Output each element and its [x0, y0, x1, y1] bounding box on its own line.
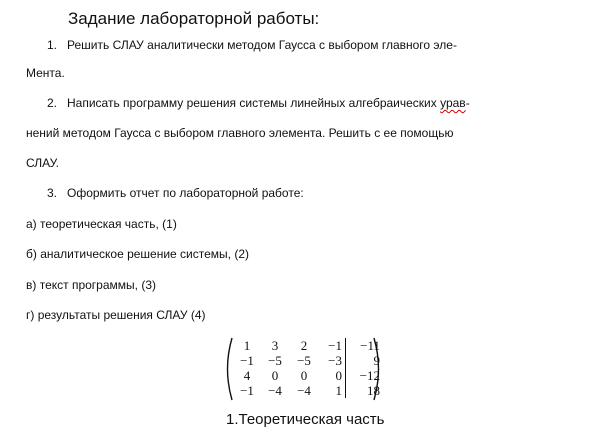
matrix-cell: 2	[300, 338, 308, 353]
matrix-cell: −5	[268, 353, 282, 368]
spellcheck-flagged-word[interactable]: урав	[440, 96, 466, 110]
list-item-3-number: 3.	[47, 186, 58, 200]
matrix-cell: 1	[243, 338, 251, 353]
matrix-rhs-cell: 9	[346, 353, 385, 368]
matrix-cell: 1	[335, 383, 342, 398]
matrix-cell: 3	[271, 338, 279, 353]
list-item-1	[47, 37, 457, 53]
matrix-cell: 0	[271, 368, 279, 383]
list-item-1-text: Решить СЛАУ аналитически методом Гаусса с выбором главного эле-	[67, 38, 457, 52]
list-item-2-number: 2.	[47, 96, 58, 110]
list-item-1-continuation: Мента.	[26, 66, 65, 80]
matrix-cell: −1	[240, 383, 254, 398]
list-item-2-text-b: -	[465, 96, 470, 110]
left-parenthesis	[228, 338, 233, 400]
list-item-2-continuation-2: СЛАУ.	[26, 156, 59, 170]
subitem-c: в) текст программы, (3)	[26, 278, 156, 292]
matrix-cell: 0	[300, 368, 308, 383]
matrix-row	[234, 353, 384, 368]
matrix-table	[234, 338, 384, 398]
matrix-cell: −1	[328, 338, 342, 353]
list-item-2-continuation: нений методом Гаусса с выбором главного элемента. Решить с ее помощью	[26, 126, 454, 140]
section-heading: 1.Теоретическая часть	[226, 411, 385, 428]
matrix-rhs-cell: −11	[346, 338, 385, 353]
matrix-rhs-cell: 18	[346, 383, 385, 398]
subitem-a: а) теоретическая часть, (1)	[26, 217, 177, 231]
list-item-2	[47, 95, 470, 111]
matrix-cell: −3	[328, 353, 342, 368]
list-item-1-number: 1.	[47, 38, 58, 52]
augmented-matrix	[222, 337, 384, 401]
matrix-row	[234, 338, 384, 353]
subitem-b: б) аналитическое решение системы, (2)	[26, 247, 250, 261]
matrix-row	[234, 383, 384, 398]
matrix-cell: 4	[243, 368, 251, 383]
matrix-cell: 0	[335, 368, 342, 383]
matrix-cell: −4	[297, 383, 311, 398]
matrix-cell: −1	[240, 353, 254, 368]
matrix-rhs-cell: −12	[346, 368, 385, 383]
matrix-cell: −5	[297, 353, 311, 368]
matrix-cell: −4	[268, 383, 282, 398]
matrix-row	[234, 368, 384, 383]
list-item-3-text: Оформить отчет по лабораторной работе:	[67, 186, 304, 200]
subitem-d: г) результаты решения СЛАУ (4)	[26, 308, 206, 322]
assignment-title: Задание лабораторной работы:	[68, 9, 320, 28]
list-item-2-text-a: Написать программу решения системы линейных алгебраических	[67, 96, 441, 110]
list-item-3	[47, 185, 304, 201]
